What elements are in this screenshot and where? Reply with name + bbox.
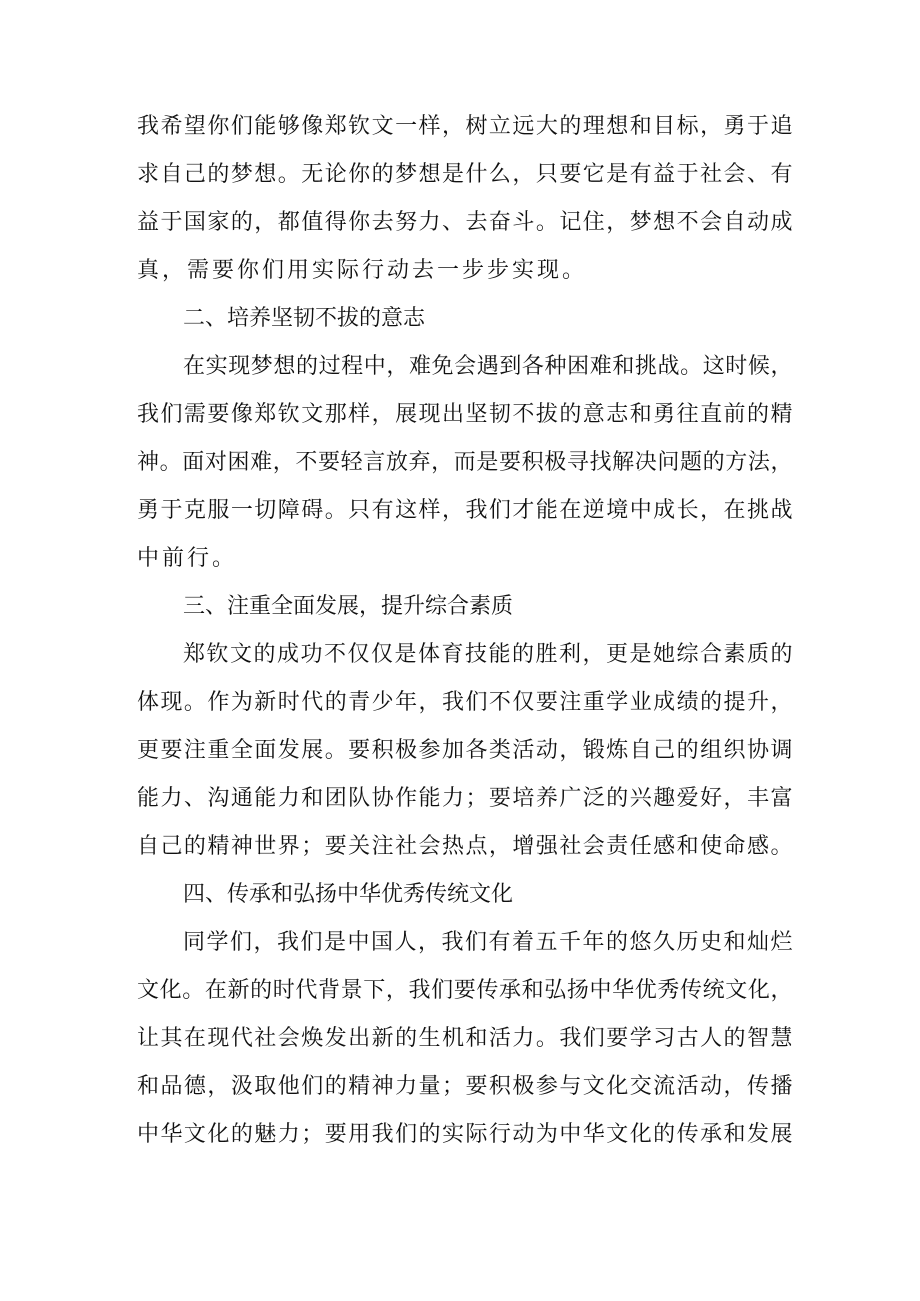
- text-line: 求自己的梦想。无论你的梦想是什么，只要它是有益于社会、有: [137, 162, 793, 187]
- section-heading-perseverance: 二、培养坚韧不拔的意志: [183, 306, 426, 331]
- section-heading-development: 三、注重全面发展，提升综合素质: [183, 594, 514, 619]
- paragraph-dream: [137, 103, 793, 295]
- text-line: 和品德，汲取他们的精神力量；要积极参与文化交流活动，传播: [137, 1074, 793, 1099]
- section-heading-culture: 四、传承和弘扬中华优秀传统文化: [183, 882, 514, 907]
- text-line: 郑钦文的成功不仅仅是体育技能的胜利，更是她综合素质的: [183, 642, 793, 667]
- text-line: 真，需要你们用实际行动去一步步实现。: [137, 258, 588, 283]
- text-line: 勇于克服一切障碍。只有这样，我们才能在逆境中成长，在挑战: [137, 498, 793, 523]
- text-line: 中华文化的魅力；要用我们的实际行动为中华文化的传承和发展: [137, 1122, 793, 1147]
- text-line: 文化。在新的时代背景下，我们要传承和弘扬中华优秀传统文化，: [137, 978, 793, 1003]
- paragraph-culture: [137, 919, 793, 1159]
- text-line: 同学们，我们是中国人，我们有着五千年的悠久历史和灿烂: [183, 930, 793, 955]
- text-line: 更要注重全面发展。要积极参加各类活动，锻炼自己的组织协调: [137, 738, 793, 763]
- text-line: 体现。作为新时代的青少年，我们不仅要注重学业成绩的提升，: [137, 690, 793, 715]
- paragraph-development: [137, 631, 793, 871]
- text-line: 神。面对困难，不要轻言放弃，而是要积极寻找解决问题的方法，: [137, 450, 793, 475]
- paragraph-perseverance: [137, 343, 793, 583]
- text-line: 中前行。: [137, 546, 238, 571]
- text-line: 在实现梦想的过程中，难免会遇到各种困难和挑战。这时候，: [183, 354, 793, 379]
- text-line: 我希望你们能够像郑钦文一样，树立远大的理想和目标，勇于追: [137, 114, 793, 139]
- document-body: [137, 103, 793, 1159]
- text-line: 自己的精神世界；要关注社会热点，增强社会责任感和使命感。: [137, 834, 793, 859]
- text-line: 益于国家的，都值得你去努力、去奋斗。记住，梦想不会自动成: [137, 210, 793, 235]
- text-line: 我们需要像郑钦文那样，展现出坚韧不拔的意志和勇往直前的精: [137, 402, 793, 427]
- text-line: 让其在现代社会焕发出新的生机和活力。我们要学习古人的智慧: [137, 1026, 793, 1051]
- text-line: 能力、沟通能力和团队协作能力；要培养广泛的兴趣爱好，丰富: [137, 786, 793, 811]
